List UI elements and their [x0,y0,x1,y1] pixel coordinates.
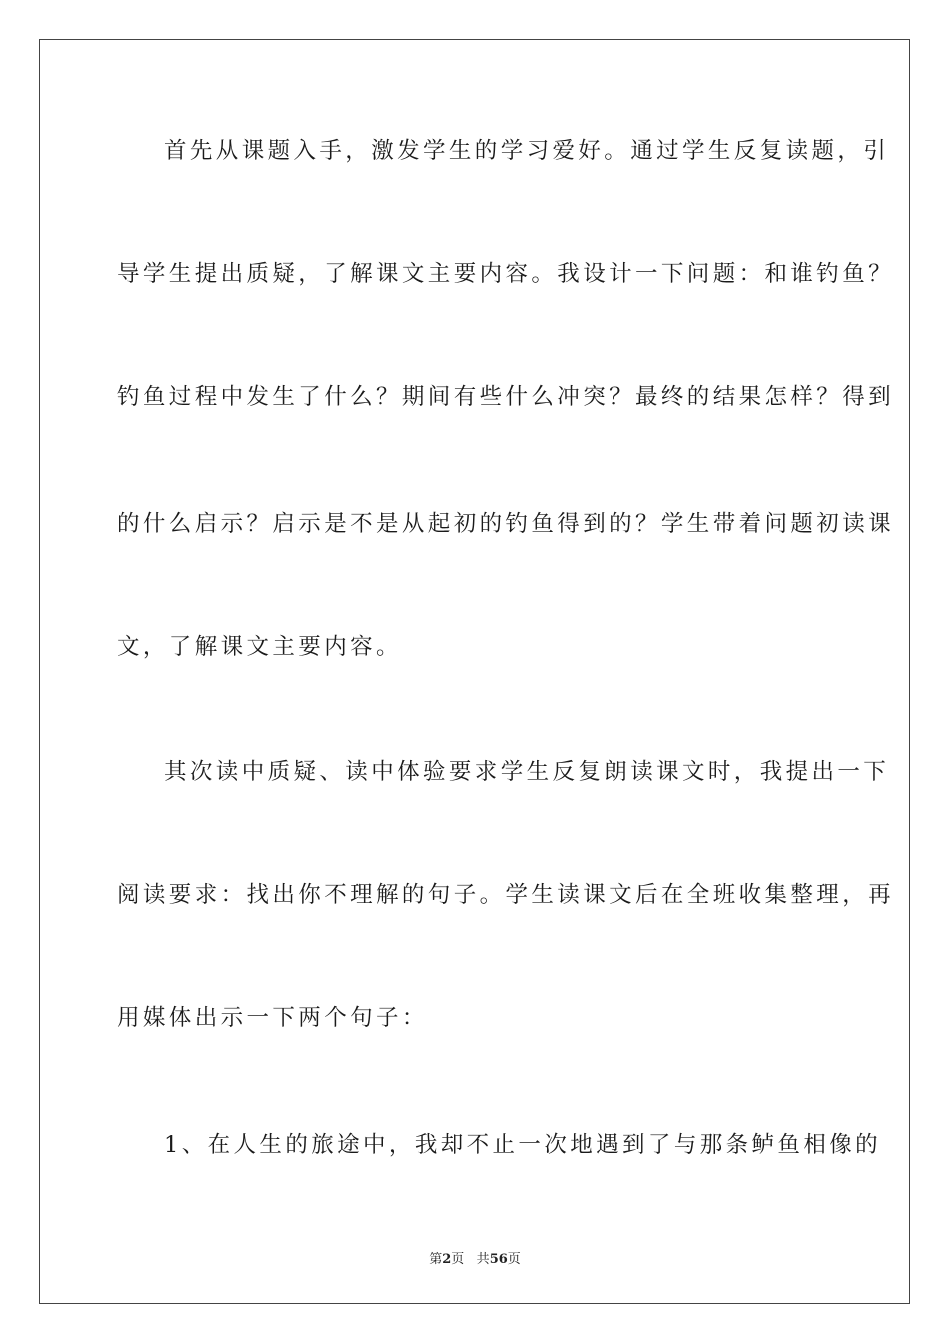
footer-prefix: 第 [429,1252,443,1267]
footer-total-prefix: 共 [476,1252,490,1267]
text-line: 钓鱼过程中发生了什么？期间有些什么冲突？最终的结果怎样？得到 [117,384,895,410]
page-frame [39,39,910,1304]
text-line: 阅读要求：找出你不理解的句子。学生读课文后在全班收集整理，再 [117,882,895,908]
text-line: 1、在人生的旅途中，我却不止一次地遇到了与那条鲈鱼相像的 [164,1132,882,1158]
text-line: 的什么启示？启示是不是从起初的钓鱼得到的？学生带着问题初读课 [117,511,895,537]
text-line: 文，了解课文主要内容。 [117,634,402,660]
footer-total-suffix: 页 [507,1252,521,1267]
text-line: 首先从课题入手，激发学生的学习爱好。通过学生反复读题，引 [164,138,890,164]
text-line: 其次读中质疑、读中体验要求学生反复朗读课文时，我提出一下 [164,759,890,785]
footer-page-suffix: 页 [451,1252,465,1267]
text-line: 导学生提出质疑，了解课文主要内容。我设计一下问题：和谁钓鱼？ [117,261,895,287]
page-footer [0,1248,950,1267]
page-number: 2 [442,1252,452,1267]
total-pages: 56 [489,1252,508,1267]
text-line: 用媒体出示一下两个句子： [117,1005,428,1031]
